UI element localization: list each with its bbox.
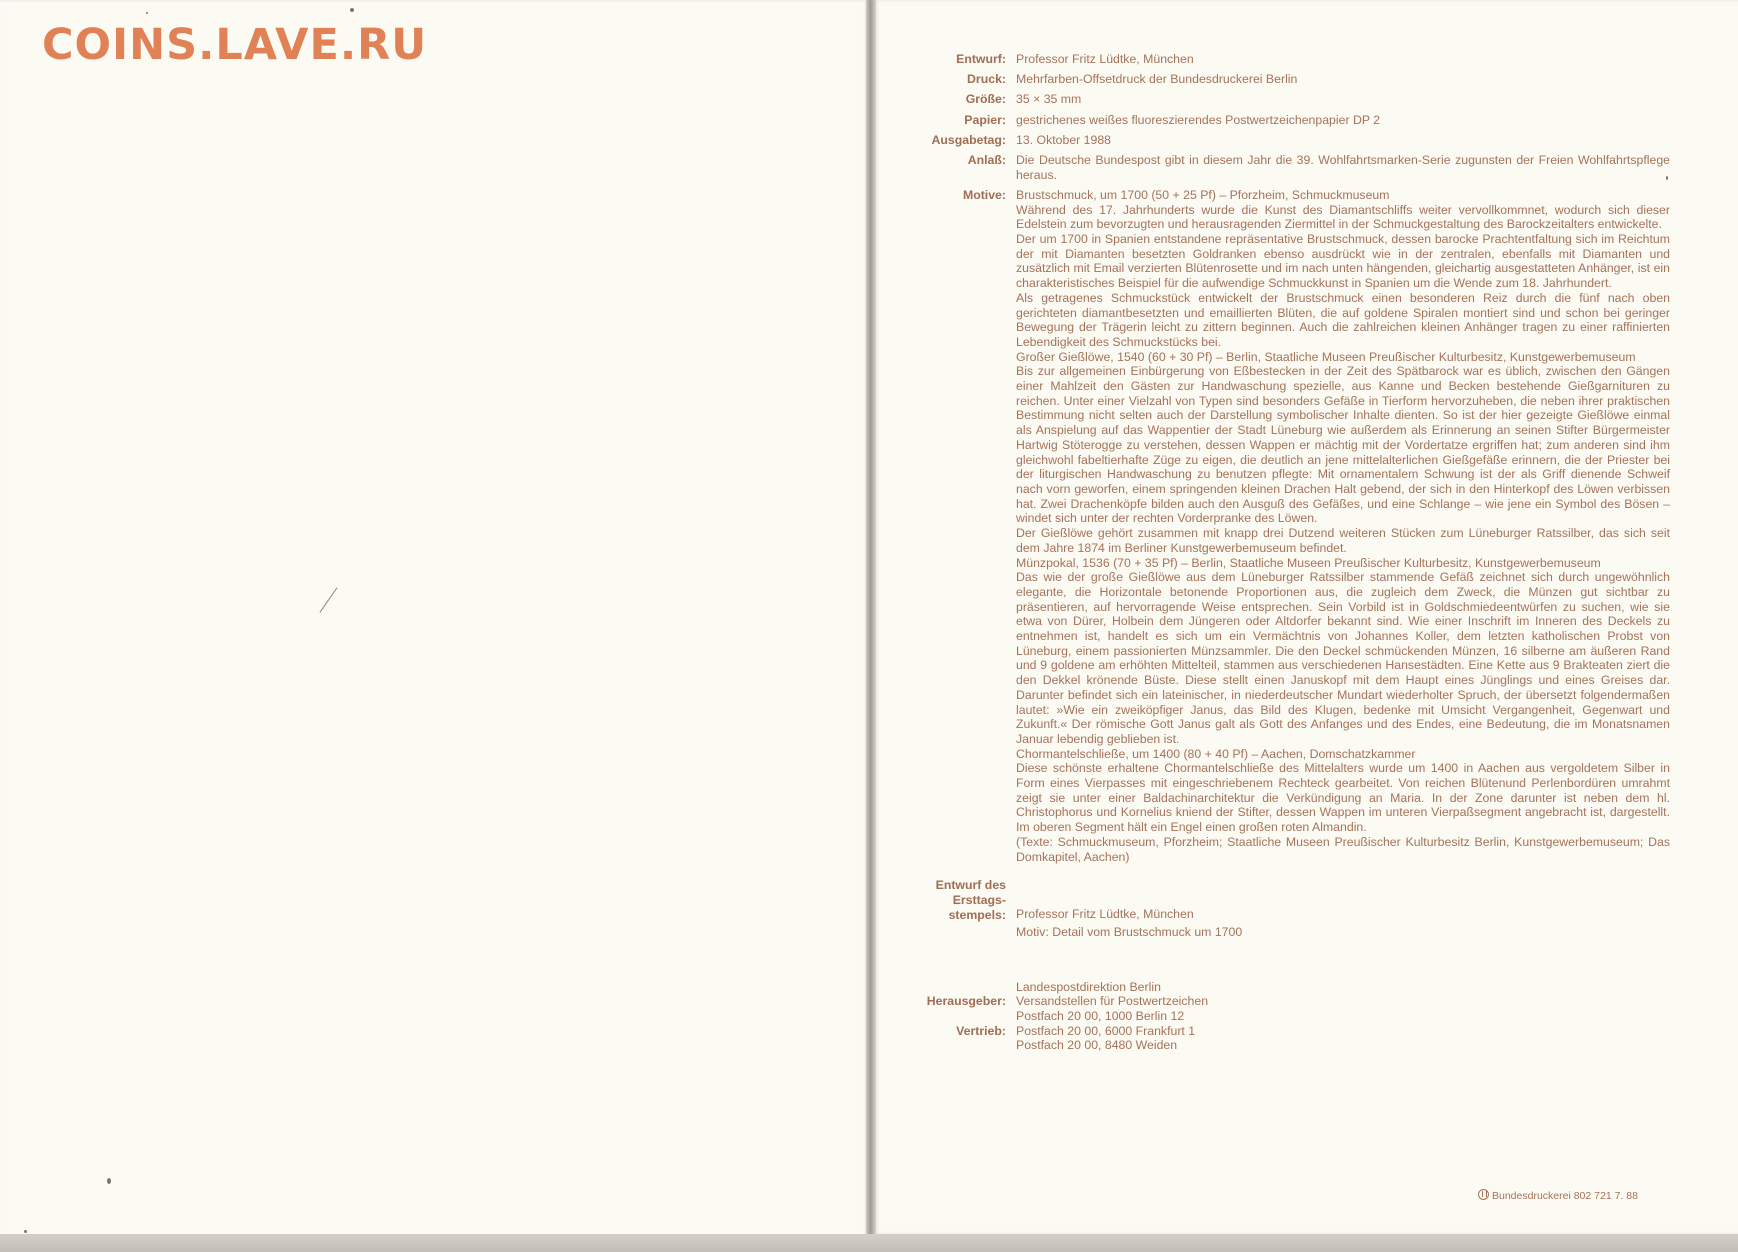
publisher-line: Postfach 20 00, 8480 Weiden bbox=[1016, 1038, 1178, 1053]
printer-imprint bbox=[1478, 1189, 1638, 1202]
credits-text: (Texte: Schmuckmuseum, Pforzheim; Staatliche Museen Preußischer Kulturbesitz Berlin, Kunstgewerbemuseum; Das Domkapitel, Aachen) bbox=[1016, 834, 1670, 864]
papier-label: Papier: bbox=[964, 112, 1006, 127]
herausgeber-label: Herausgeber: bbox=[926, 994, 1006, 1009]
left-page bbox=[0, 0, 868, 1238]
druck-value: Mehrfarben-Offsetdruck der Bundesdruckerei Berlin bbox=[1016, 72, 1298, 87]
dust-speck bbox=[350, 8, 354, 12]
scan-bottom-edge bbox=[0, 1234, 1738, 1252]
ausgabetag-row bbox=[914, 133, 1670, 148]
motiv-paragraph: Während des 17. Jahrhunderts wurde die Kunst des Diamantschliffs weiter vervollkommnet, wodurch sich dieser Edelstein zum bevorzugten und herausragenden Ziermittel in der Schmuckgestaltung des Barockzeitalters entwickelte. bbox=[1016, 202, 1670, 232]
stamp-info-text bbox=[914, 52, 1670, 1059]
motive-body bbox=[1016, 188, 1670, 864]
groesse-label: Größe: bbox=[965, 92, 1006, 107]
entwurf-label: Entwurf: bbox=[956, 52, 1006, 66]
motiv-paragraph: Der um 1700 in Spanien entstandene repräsentative Brustschmuck, dessen barocke Prachtentfaltung sich im Reichtum der mit Diamanten besetzten Goldranken ebenso ausdrückt wie in der zentralen, ebenfalls mit Diamanten und zusätzlich mit Email verzierten Blütenrosette und im nach unten hängenden, gleichartig ausgestatteten Anhänger, ist ein charakteristisches Beispiel für die aufwendige Schmuckkunst in Spanien um die Wende zum 18. Jahrhundert. bbox=[1016, 232, 1670, 291]
publisher-line: Postfach 20 00, 1000 Berlin 12 bbox=[1016, 1009, 1185, 1024]
groesse-value: 35 × 35 mm bbox=[1016, 92, 1082, 107]
stempel-value bbox=[1016, 878, 1670, 939]
vertrieb-label: Vertrieb: bbox=[956, 1023, 1006, 1038]
groesse-row bbox=[914, 92, 1670, 107]
motiv-heading: Brustschmuck, um 1700 (50 + 25 Pf) – Pforzheim, Schmuckmuseum bbox=[1016, 187, 1390, 202]
motiv-paragraph: Diese schönste erhaltene Chormantelschließe des Mittelalters wurde um 1400 in Aachen aus vergoldetem Silber in Form eines Vierpasses mit eingeschriebenem Rechteck gearbeitet. Von reichen Blütenund Perlenbordüren umrahmt zeigt sie unter einer Baldachinarchitektur die Verkündigung an Maria. In der Zone darunter ist neben dem hl. Christophorus und Kornelius kniend der Stifter, dessen Wappen im unteren Vierpaßsegment angebracht ist, dargestellt. Im oberen Segment hält ein Engel einen großen roten Almandin. bbox=[1016, 761, 1670, 835]
motiv-paragraph: Bis zur allgemeinen Einbürgerung von Eßbestecken in der Zeit des Spätbarock war es üblich, zwischen den Gängen einer Mahlzeit den Gästen zur Handwaschung spezielle, aus Kanne und Becken bestehende Gießgarnituren zu reichen. Unter einer Vielzahl von Typen sind besonders Gefäße in Tierform hervorzuheben, die neben ihrer praktischen Bestimmung nicht selten auch der Darstellung symbolischer Inhalte dienten. So ist der hier gezeigte Gießlöwe einmal als Anspielung auf das Wappentier der Stadt Lüneburg wie außerdem als Erinnerung an seinen Stifter Bürgermeister Hartwig Stöterogge zu verstehen, dessen Wappen er mächtig mit der Vordertatze ergriffen hat; zum anderen sind ihm gleichwohl fabeltierhafte Züge zu eigen, die deutlich an jene mittelalterlichen Gießgefäße erinnern, die der Priester bei der liturgischen Handwaschung zu benutzen pflegte: Mit ornamentalem Schwung ist der als Griff dienende Schweif nach vorn geworfen, einem springenden kleinen Drachen Halt gebend, der sich in den Hinterkopf des Löwen verbissen hat. Zwei Drachenköpfe bilden auch den Ausguß des Gefäßes, und eine Schlange – wie jene ein Symbol des Bösen – windet sich unter der rechten Vorderpranke des Löwen. bbox=[1016, 364, 1670, 526]
page-fold bbox=[866, 0, 876, 1252]
publisher-line: Versandstellen für Postwertzeichen bbox=[1016, 994, 1209, 1009]
bundesdruckerei-logo-icon bbox=[1478, 1189, 1489, 1200]
publisher-row bbox=[914, 980, 1670, 1054]
anlass-label: Anlaß: bbox=[967, 153, 1006, 168]
stempel-motiv: Motiv: Detail vom Brustschmuck um 1700 bbox=[1016, 924, 1243, 939]
motiv-heading: Großer Gießlöwe, 1540 (60 + 30 Pf) – Berlin, Staatliche Museen Preußischer Kulturbesitz, Kunstgewerbemuseum bbox=[1016, 349, 1636, 364]
ausgabetag-value: 13. Oktober 1988 bbox=[1016, 132, 1112, 147]
motiv-paragraph: Das wie der große Gießlöwe aus dem Lüneburger Ratssilber stammende Gefäß zeichnet sich durch ungewöhnlich elegante, die Horizontale betonende Proportionen aus, die zugleich dem Zweck, die Münzen gut sichtbar zu präsentieren, auf hervorragende Weise entsprechen. Sein Vorbild ist in Goldschmiedeentwürfen zu suchen, wie sie etwa von Dürer, Holbein dem Jüngeren oder Altdorfer bekannt sind. Wie einer Inschrift im Inneren des Deckels zu entnehmen ist, handelt es sich um ein Vermächtnis von Johannes Koller, dem letzten katholischen Probst von Lüneburg, einem passionierten Münzsammler. Die den Deckel schmückenden Münzen, 16 silberne am äußeren Rand und 9 goldene am erhöhten Mittelteil, stammen aus verschiedenen Hansestädten. Eine Kette aus 9 Brakteaten ziert die den Dekkel krönende Büste. Diese stellt einen Januskopf mit dem Haupt eines Jünglings und eines Greises dar. Darunter befindet sich ein lateinischer, in niederdeutscher Mundart wiederholter Spruch, der übersetzt folgendermaßen lautet: »Wie ein zweiköpfiger Janus, das Bild des Klugen, bedenke mit Umsicht Vergangenheit, Gegenwart und Zukunft.« Der römische Gott Janus galt als Gott des Anfanges und des Endes, eine Bedeutung, die im Monatsnamen Januar lebendig geblieben ist. bbox=[1016, 570, 1670, 746]
dust-speck bbox=[107, 1178, 111, 1184]
publisher-labels bbox=[914, 980, 1016, 1054]
papier-value: gestrichenes weißes fluoreszierendes Postwertzeichenpapier DP 2 bbox=[1016, 112, 1381, 127]
stempel-row bbox=[914, 878, 1670, 939]
motiv-heading: Münzpokal, 1536 (70 + 35 Pf) – Berlin, Staatliche Museen Preußischer Kulturbesitz, Kunstgewerbemuseum bbox=[1016, 555, 1601, 570]
motive-row bbox=[914, 188, 1670, 864]
papier-row bbox=[914, 113, 1670, 128]
motiv-paragraph: Der Gießlöwe gehört zusammen mit knapp drei Dutzend weiteren Stücken zum Lüneburger Ratssilber, das sich seit dem Jahre 1874 im Berliner Kunstgewerbemuseum befindet. bbox=[1016, 526, 1670, 555]
motiv-heading: Chormantelschließe, um 1400 (80 + 40 Pf) – Aachen, Domschatzkammer bbox=[1016, 746, 1416, 761]
entwurf-value: Professor Fritz Lüdtke, München bbox=[1016, 52, 1194, 66]
motiv-paragraph: Als getragenes Schmuckstück entwickelt der Brustschmuck einen besonderen Reiz durch die fünf nach oben gerichteten diamantbesetzten und emaillierten Blüten, die auf goldene Spiralen montiert sind und schon bei geringer Bewegung der Trägerin leicht zu zittern beginnen. Auch die zahlreichen kleinen Anhänger tragen zu einer raffinierten Lebendigkeit des Schmuckstücks bei. bbox=[1016, 290, 1670, 349]
anlass-value: Die Deutsche Bundespost gibt in diesem Jahr die 39. Wohlfahrtsmarken-Serie zugunsten der Freien Wohlfahrtspflege heraus. bbox=[1016, 153, 1670, 182]
motive-label: Motive: bbox=[962, 187, 1006, 202]
dust-speck bbox=[146, 12, 148, 14]
druck-row bbox=[914, 72, 1670, 87]
dust-speck bbox=[24, 1230, 27, 1233]
publisher-line: Postfach 20 00, 6000 Frankfurt 1 bbox=[1016, 1023, 1196, 1038]
entwurf-row bbox=[914, 52, 1670, 67]
anlass-row bbox=[914, 153, 1670, 182]
druck-label: Druck: bbox=[967, 72, 1006, 87]
publisher-line: Landespostdirektion Berlin bbox=[1016, 979, 1161, 994]
stempel-designer: Professor Fritz Lüdtke, München bbox=[1016, 907, 1194, 922]
watermark: COINS.LAVE.RU bbox=[42, 20, 428, 70]
publisher-lines bbox=[1016, 980, 1670, 1054]
stempel-label: Entwurf des Ersttags- stempels: bbox=[935, 878, 1006, 922]
ausgabetag-label: Ausgabetag: bbox=[931, 132, 1006, 147]
imprint-text: Bundesdruckerei 802 721 7. 88 bbox=[1492, 1190, 1638, 1202]
